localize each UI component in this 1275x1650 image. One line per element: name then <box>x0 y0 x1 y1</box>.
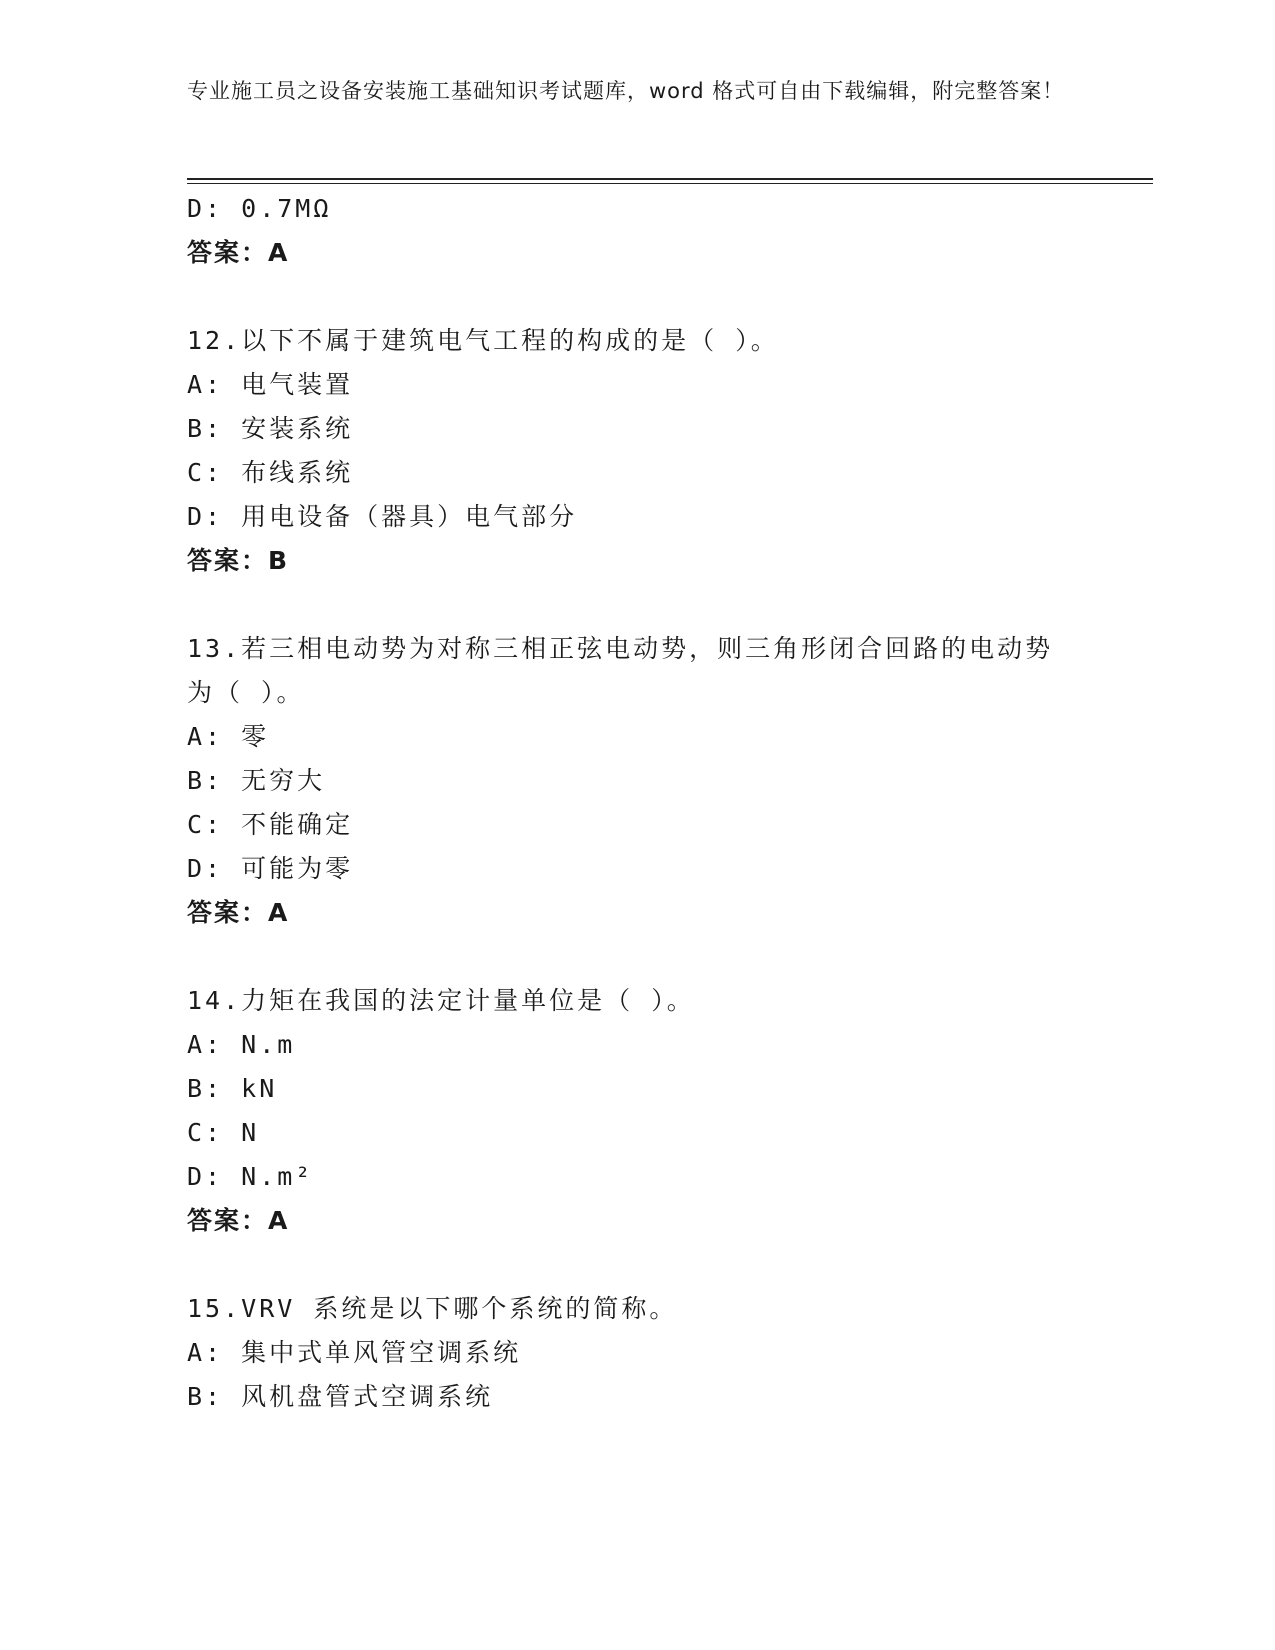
option-line: A: N.m <box>187 1030 296 1059</box>
answer-line: 答案：B <box>187 546 290 575</box>
option-line: D: 0.7MΩ <box>187 194 332 223</box>
question-line: 13.若三相电动势为对称三相正弦电动势，则三角形闭合回路的电动势 <box>187 634 1054 663</box>
option-line: D: 可能为零 <box>187 854 354 883</box>
answer-line: 答案：A <box>187 1206 290 1235</box>
document-header: 专业施工员之设备安装施工基础知识考试题库，word 格式可自由下载编辑，附完整答案！ <box>187 79 1065 103</box>
question-line: 12.以下不属于建筑电气工程的构成的是（ ）。 <box>187 326 779 355</box>
option-line: A: 电气装置 <box>187 370 354 399</box>
option-line: B: 无穷大 <box>187 766 326 795</box>
option-line: D: 用电设备（器具）电气部分 <box>187 502 578 531</box>
answer-line: 答案：A <box>187 238 290 267</box>
option-line: A: 零 <box>187 722 270 751</box>
answer-line: 答案：A <box>187 898 290 927</box>
header-divider-thick <box>187 178 1153 180</box>
option-line: A: 集中式单风管空调系统 <box>187 1338 522 1367</box>
option-line: C: 布线系统 <box>187 458 354 487</box>
option-line: B: kN <box>187 1074 278 1103</box>
option-line: D: N.m² <box>187 1162 314 1191</box>
question-line: 14.力矩在我国的法定计量单位是（ ）。 <box>187 986 695 1015</box>
question-line: 为（ ）。 <box>187 678 305 707</box>
question-line: 15.VRV 系统是以下哪个系统的简称。 <box>187 1294 678 1323</box>
option-line: B: 安装系统 <box>187 414 354 443</box>
header-divider-thin <box>187 183 1153 184</box>
option-line: B: 风机盘管式空调系统 <box>187 1382 494 1411</box>
option-line: C: 不能确定 <box>187 810 354 839</box>
option-line: C: N <box>187 1118 260 1147</box>
